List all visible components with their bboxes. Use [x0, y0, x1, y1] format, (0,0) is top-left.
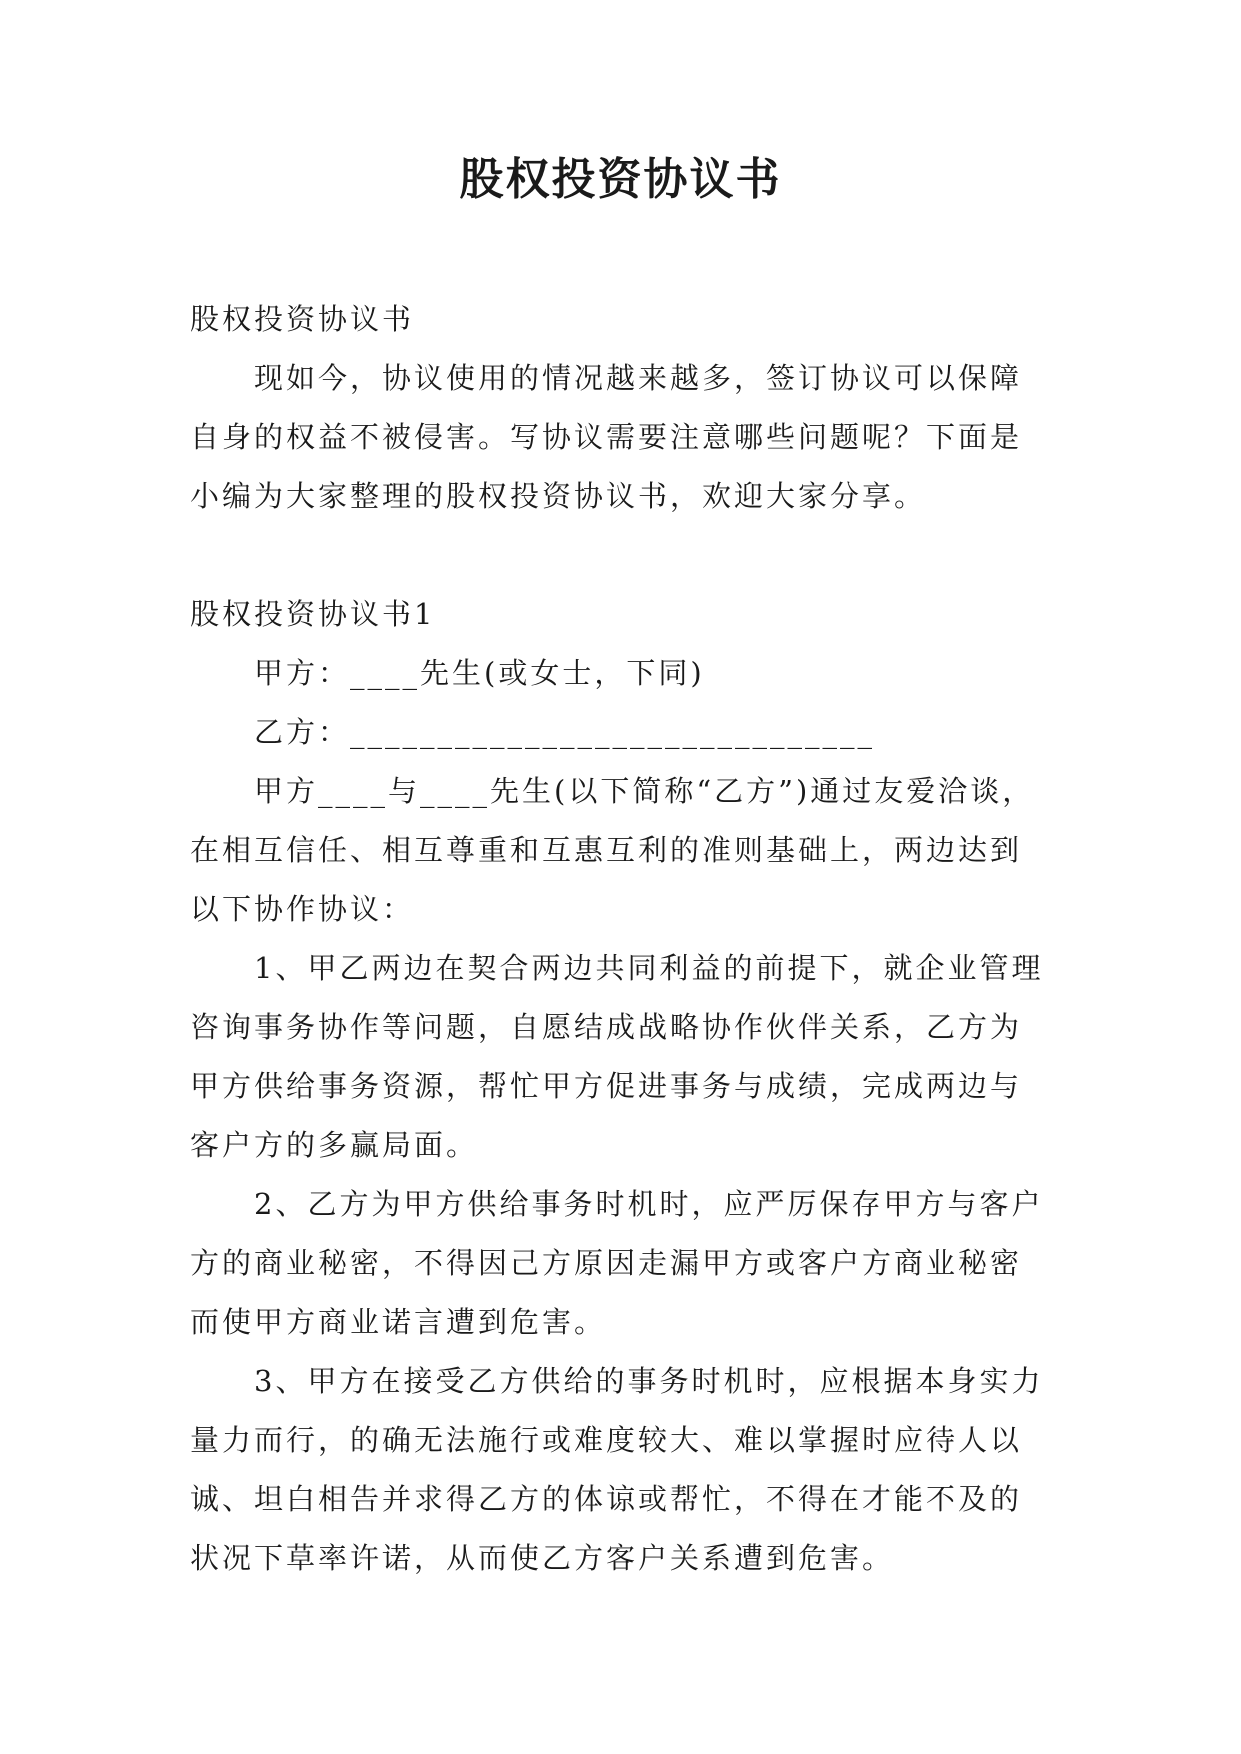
document-title: 股权投资协议书 — [459, 154, 782, 205]
clause-1: 1、甲乙两边在契合两边共同利益的前提下，就企业管理咨询事务协作等问题，自愿结成战略协作伙伴关系，乙方为甲方供给事务资源，帮忙甲方促进事务与成绩，完成两边与客户方的多赢局面。 — [190, 951, 1044, 1162]
document-subtitle: 股权投资协议书 — [190, 302, 415, 336]
document-body — [190, 290, 1050, 1588]
preamble-paragraph: 甲方____与____先生(以下简称“乙方”)通过友爱洽谈，在相互信任、相互尊重和互惠互利的准则基础上，两边达到以下协作协议： — [190, 774, 1035, 926]
intro-paragraph: 现如今，协议使用的情况越来越多，签订协议可以保障自身的权益不被侵害。写协议需要注意哪些问题呢？下面是小编为大家整理的股权投资协议书，欢迎大家分享。 — [190, 361, 1023, 513]
party-a-line: 甲方：____先生(或女士，下同) — [254, 656, 705, 690]
party-b-line: 乙方：______________________________ — [254, 715, 876, 749]
clause-2: 2、乙方为甲方供给事务时机时，应严厉保存甲方与客户方的商业秘密，不得因己方原因走漏甲方或客户方商业秘密而使甲方商业诺言遭到危害。 — [190, 1187, 1044, 1339]
clause-3: 3、甲方在接受乙方供给的事务时机时，应根据本身实力量力而行，的确无法施行或难度较大、难以掌握时应待人以诚、坦白相告并求得乙方的体谅或帮忙，不得在才能不及的状况下草率许诺，从而使乙方客户关系遭到危害。 — [190, 1364, 1044, 1575]
section-heading: 股权投资协议书1 — [190, 597, 436, 631]
paragraph-spacer — [190, 526, 1050, 585]
